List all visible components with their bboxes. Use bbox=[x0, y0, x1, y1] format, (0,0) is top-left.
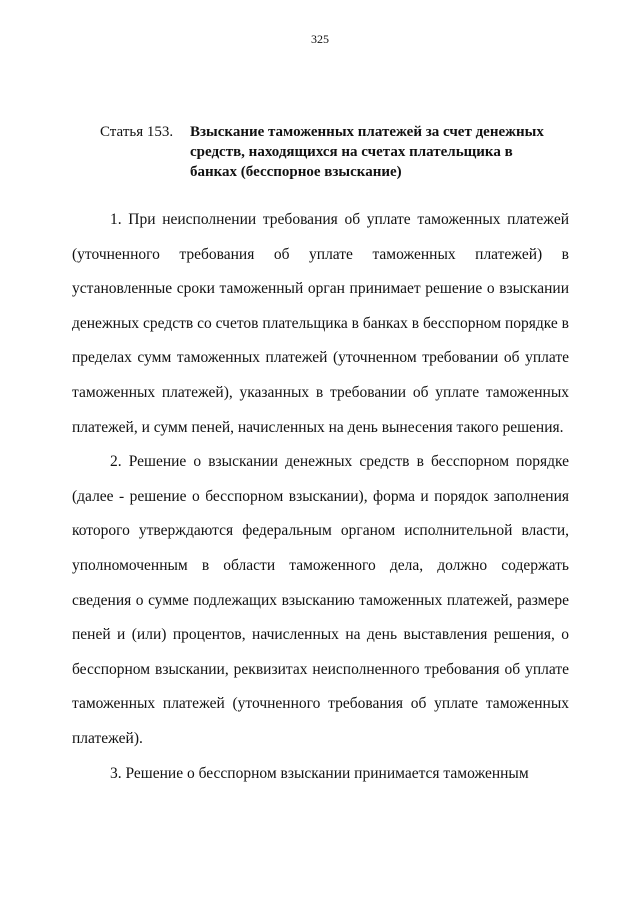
article-title: Взыскание таможенных платежей за счет денежных средств, находящихся на счетах плательщика в банках (бесспорное взыскание) bbox=[190, 124, 544, 180]
article-heading bbox=[100, 122, 570, 182]
paragraph-1: 1. При неисполнении требования об уплате таможенных платежей (уточненного требования об уплате таможенных платежей) в установленные сроки таможенный орган принимает решение о взыскании денежных средств со счетов плательщика в банках в бесспорном порядке в пределах сумм таможенных платежей (уточненном требовании об уплате таможенных платежей), указанных в требовании об уплате таможенных платежей, и сумм пеней, начисленных на день вынесения такого решения. bbox=[72, 211, 569, 436]
article-body bbox=[72, 203, 569, 791]
paragraph-2: 2. Решение о взыскании денежных средств в бесспорном порядке (далее - решение о бесспорном взыскании), форма и порядок заполнения которого утверждаются федеральным органом исполнительной власти, уполномоченным в области таможенного дела, должно содержать сведения о сумме подлежащих взысканию таможенных платежей, размере пеней и (или) процентов, начисленных на день выставления решения, о бесспорном взыскании, реквизитах неисполненного требования об уплате таможенных платежей (уточненного требования об уплате таможенных платежей). bbox=[72, 453, 569, 747]
article-number: Статья 153. bbox=[100, 124, 174, 140]
paragraph-3: 3. Решение о бесспорном взыскании принимается таможенным bbox=[110, 764, 529, 782]
page-number: 325 bbox=[311, 32, 329, 46]
